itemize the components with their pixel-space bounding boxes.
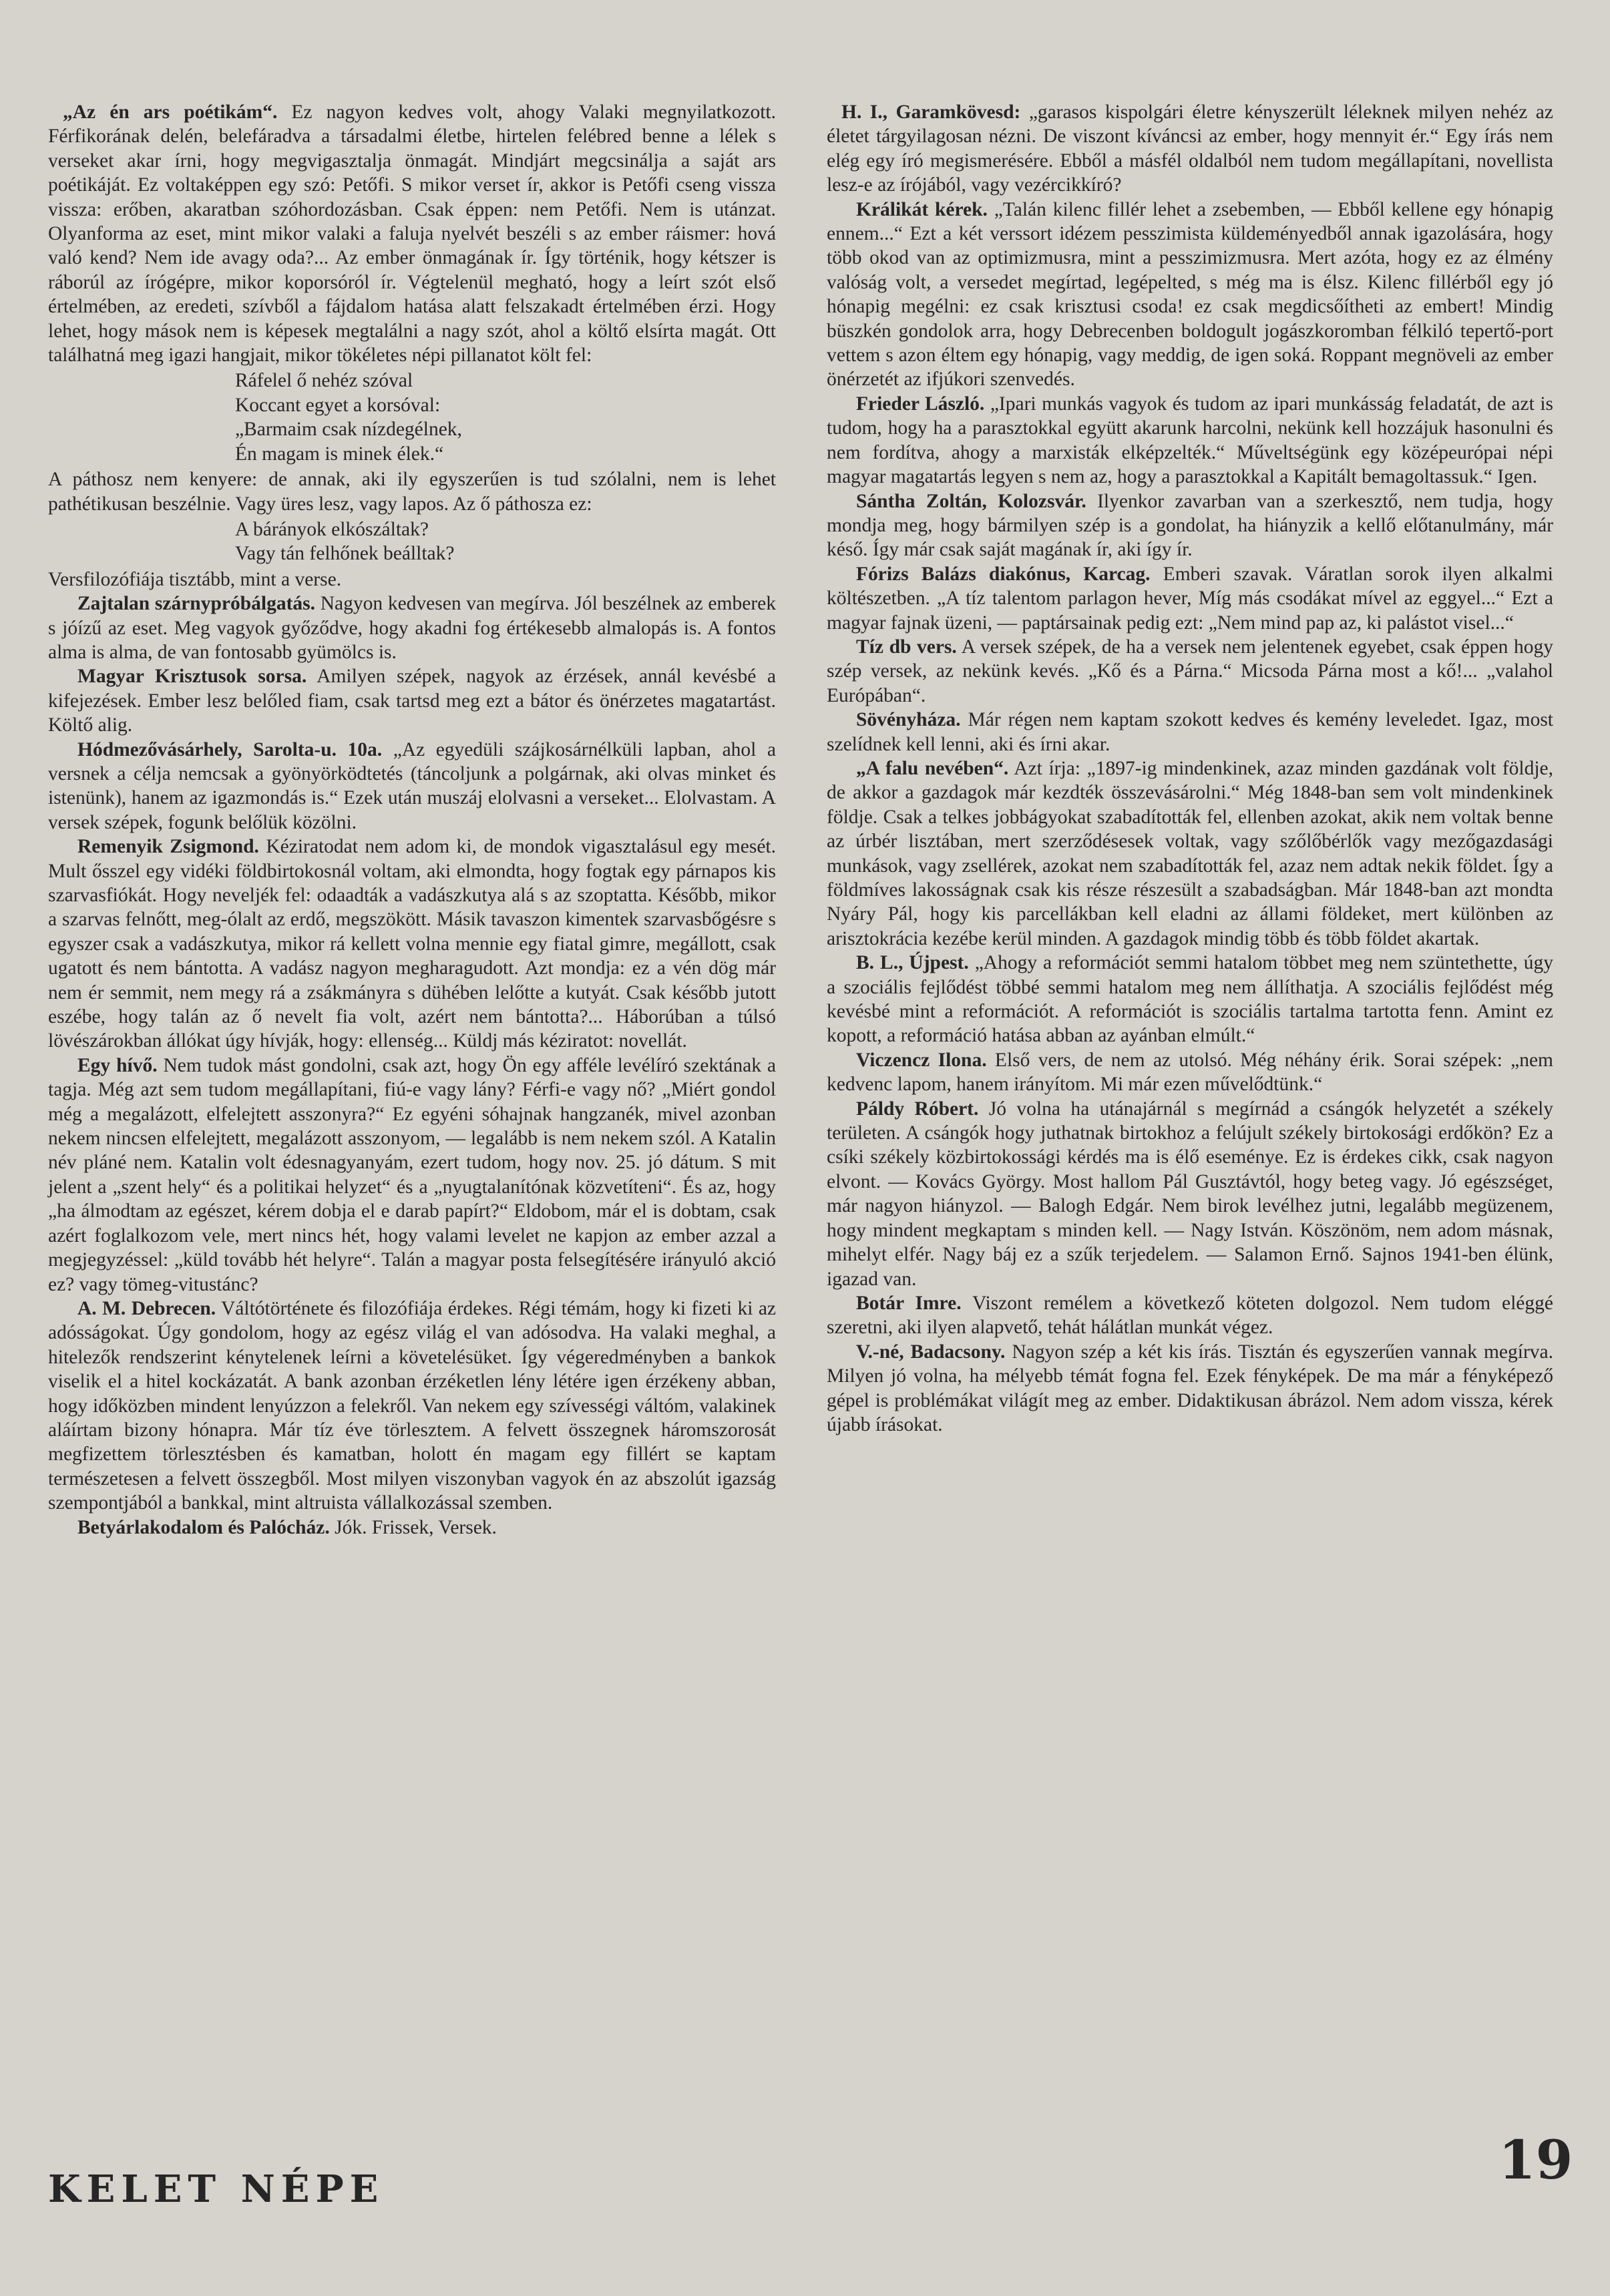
reply-paragraph bbox=[48, 1297, 776, 1516]
reply-heading: Botár Imre. bbox=[856, 1292, 962, 1314]
reply-paragraph bbox=[48, 1054, 776, 1297]
reply-heading: Sövényháza. bbox=[856, 709, 961, 731]
reply-text: „Az egyedüli szájkosárnélküli lapban, ahol a versnek a célja nemcsak a gyönyörködtetés (táncoljunk a polgárnak, aki olvas minket és istenünk), hanem az igazmondás is.“ Ezek után muszáj elolvasni a verseket... Elolvastam. A versek szépek, fogunk belőlük közölni. bbox=[48, 738, 776, 833]
reply-text: A versek szépek, de ha a versek nem jelentenek egyebet, csak éppen hogy szép versek, az nekünk kevés. „Kő és a Párna.“ Micsoda Párna most a kő!... „valahol Európában“. bbox=[827, 636, 1553, 706]
reply-paragraph bbox=[48, 738, 776, 835]
reply-paragraph bbox=[827, 392, 1553, 489]
reply-heading: Tíz db vers. bbox=[856, 636, 957, 658]
reply-heading: Páldy Róbert. bbox=[856, 1098, 979, 1120]
reply-text: Azt írja: „1897-ig mindenkinek, azaz minden gazdának volt földje, de akkor a gazdagok már kezdték összevásárolni.“ Még 1848-ban sem volt mindenkinek földje. Csak a telkes jobbágyokat szabadították fel, ellenben azokat, akik nem voltak benne az úrbér lisztában, mert szerződésesek voltak, vagy szőlőbérlők vagy mezőgazdasági munkások, vagy zsellérek, azokat nem szabadították fel, azaz nem adtak nekik földet. Így a földmíves lakosságnak csak kis része részesült a szabadságban. Már 1848-ban azt mondta Nyáry Pál, hogy kis parcellákban kell eladni az állami földeket, mert különben az arisztokrácia kezébe kerül minden. A gazdagok mindig több és több földet akartak. bbox=[827, 757, 1553, 949]
right-column bbox=[827, 100, 1553, 1437]
verse-block bbox=[235, 369, 776, 466]
reply-paragraph bbox=[827, 756, 1553, 951]
reply-paragraph bbox=[48, 1516, 776, 1540]
reply-heading: Sántha Zoltán, Kolozsvár. bbox=[856, 490, 1086, 512]
reply-heading: Magyar Krisztusok sorsa. bbox=[77, 666, 307, 688]
verse-line: „Barmaim csak nízdegélnek, bbox=[235, 419, 462, 441]
verse-line: Ráfelel ő nehéz szóval bbox=[235, 370, 413, 392]
reply-text: Amilyen szépek, nagyok az érzések, annál kevésbé a kifejezések. Ember lesz belőled fiam, csak tartsd meg ezt a bátor és önérzetes magatartást. Költő alig. bbox=[48, 666, 776, 736]
reply-heading: Betyárlakodalom és Palócház. bbox=[77, 1516, 330, 1538]
reply-paragraph bbox=[827, 100, 1553, 198]
reply-paragraph bbox=[827, 1340, 1553, 1437]
reply-paragraph bbox=[48, 592, 776, 664]
reply-text: Viszont remélem a következő köteten dolgozol. Nem tudom eléggé szeretni, aki ilyen alapvető, tehát hálátlan munkát végez. bbox=[827, 1292, 1553, 1339]
reply-paragraph bbox=[827, 198, 1553, 392]
reply-text: Kéziratodat nem adom ki, de mondok vigasztalásul egy mesét. Mult ősszel egy vidéki földbirtokosnál voltam, aki elmondta, hogy fogtak egy párnapos kis szarvasfiókát. Hogy neveljék fel: odaadták a vadászkutya alá s az szoptatta. Később, mikor a szarvas felnőtt, meg-ólalt az erdő, megszökött. Másik tavaszon kimentek szarvasbőgésre s egyszer csak a vadászkutya, mikor rá kellett volna mennie egy fiatal gimre, megállott, csak ugatott és nem bántotta. A vadász nagyon megharagudott. Azt mondja: ez a vén dög már nem ér semmit, nem megy rá a zsákmányra s dühében lelőtte a kutyát. Csak később jutott eszébe, hogy talán az ő nevelt fia volt, azért nem bántotta?... Háborúban a túlsó lövészárokban állókat úgy hívják, hogy: ellenség... Küldj más kéziratot: novellát. bbox=[48, 836, 776, 1052]
reply-text: Már régen nem kaptam szokott kedves és kemény leveledet. Igaz, most szelídnek kell lenni, aki és írni akar. bbox=[827, 709, 1554, 755]
reply-paragraph bbox=[827, 1048, 1553, 1097]
reply-paragraph bbox=[48, 664, 776, 737]
page-number: 19 bbox=[1498, 2128, 1573, 2191]
reply-text: Ez nagyon kedves volt, ahogy Valaki megnyilatkozott. Férfikorának delén, belefáradva a társadalmi életbe, hirtelen felébred benne a lélek s verseket akar írni, hogy megvigasztalja önmagát. Mindjárt megcsinálja a saját ars poétikáját. Ez voltaképpen egy szó: Petőfi. S mikor verset ír, akkor is Petőfi cseng vissza vissza: erőben, akaratban szóhordozásban. Csak éppen: nem Petőfi. Nem is utánzat. Olyanforma az eset, mint mikor valaki a faluja nyelvét beszéli s az ember ráismer: hová való kend? Nem ide avagy oda?... Az ember önmagának ír. Így történik, hogy kétszer is ráborúl az írógépre, mikor koporsóról ír. Végtelenül megható, hogy a leírt szót első értelmében, az eredeti, szívből a fájdalom hatása alatt felszakadt értelmében érzi. Hogy lehet, hogy mások nem is képesek megtalálni a nagy szót, ahol a költő elsírta magát. Ott találhatná meg igazi hangjait, mikor tökéletes népi pillanatot költ fel: bbox=[48, 101, 776, 367]
reply-heading: Egy hívő. bbox=[77, 1054, 158, 1076]
reply-heading: Králikát kérek. bbox=[856, 198, 988, 220]
reply-paragraph bbox=[827, 1291, 1553, 1340]
reply-heading: Fórizs Balázs diakónus, Karcag. bbox=[856, 563, 1151, 585]
reply-heading: Zajtalan szárnypróbálgatás. bbox=[77, 593, 315, 615]
reply-text: „garasos kispolgári életre kényszerült léleknek milyen nehéz az életet tárgyilagosan nézni. De viszont kíváncsi az ember, hogy mennyit ér.“ Egy írás nem elég egy író megismerésére. Ebből a másfél oldalból nem tudom megállapítani, novellista lesz-e az írójából, vagy vezércikkíró? bbox=[827, 101, 1553, 196]
reply-text: Nagyon kedvesen van megírva. Jól beszélnek az emberek s jóízű az eset. Meg vagyok győződve, hogy akadni fog értékesebb almalopás is. A fontos alma is alma, de van fontosabb gyümölcs is. bbox=[48, 593, 776, 663]
reply-heading: Frieder László. bbox=[856, 393, 985, 415]
reply-text: Váltótörténete és filozófiája érdekes. Régi témám, hogy ki fizeti ki az adósságokat. Úgy gondolom, hogy az egész világ el van adósodva. Ha valaki meghal, a hitelezők rendszerint kénytelenek leírni a követelésüket. Így végeredményben a bankok viselik el a hitel kockázatát. A bank azonban érzéketlen lény létére igen érzékeny abban, hogy időközben mindent lenyúzzon a felekről. Van nekem egy szívességi váltóm, valakinek aláírtam bizony hónapra. Már tíz éve törlesztem. A felvett összegnek háromszorosát megfizettem törlesztésben és kamatban, holott én magam egy fillért se kaptam természetesen a felvett összegből. Most milyen viszonyban vagyok én az abszolút igazság szempontjából a bankkal, mint altruista vállalkozással szemben. bbox=[48, 1297, 776, 1514]
reply-text: „Ahogy a reformációt semmi hatalom többet meg nem szüntethette, úgy a szociális fejlődést többé semmi hatalom meg nem állíthatja. A szociális fejlődést még kevésbé mint a reformációt. A reformációt is szociális tartalma tartotta fenn. Amint ez kopott, a reformáció hatása abban az ayánban elmúlt.“ bbox=[827, 952, 1553, 1047]
reply-heading: H. I., Garamkövesd: bbox=[841, 101, 1021, 123]
reply-paragraph bbox=[827, 562, 1553, 635]
reply-text: Nagyon szép a két kis írás. Tisztán és egyszerűen vannak megírva. Milyen jó volna, ha mélyebb témát fogna fel. Ezek fényképek. De ma már a fényképező gépel is problémákat világít meg az ember. Didaktikusan ábrázol. Nem adom vissza, kérek újabb írásokat. bbox=[827, 1341, 1554, 1435]
reply-heading: „Az én ars poétikám“. bbox=[63, 101, 278, 123]
reply-text: Első vers, de nem az utolsó. Még néhány érik. Sorai szépek: „nem kedvenc lapom, hanem irányítom. Mi már ezen művelődtünk.“ bbox=[827, 1049, 1553, 1096]
reply-paragraph bbox=[827, 708, 1553, 756]
verse-line: Vagy tán felhőnek beálltak? bbox=[235, 543, 455, 565]
reply-paragraph bbox=[827, 635, 1553, 708]
reply-text: Jó volna ha utánajárnál s megírnád a csángók helyzetét a székely területen. A csángók hogy juthatnak birtokhoz a felújult székely birtokosági erdőkön? Ez a csíki székely közbirtokossági kérdés ma is élő eseménye. Ez is érdekes cikk, csak nagyon elvont. — Kovács György. Most hallom Pál Gusztávtól, hogy beteg vagy. Jó egészséget, már nagyon hiányzol. — Balogh Edgár. Nem birok levélhez jutni, legalább megüzenem, hogy mindent megkaptam s minden kell. — Nagy István. Köszönöm, nem adom másnak, mihelyt elfér. Nagy báj ez a szűk terjedelem. — Salamon Ernő. Sajnos 1941-ben élünk, igazad van. bbox=[827, 1098, 1554, 1290]
reply-heading: B. L., Újpest. bbox=[856, 952, 969, 974]
reply-paragraph bbox=[827, 1097, 1553, 1291]
reply-text: A páthosz nem kenyere: de annak, aki ily egyszerűen is tud szólalni, nem is lehet pathétikusan beszélnie. Vagy üres lesz, vagy lapos. Az ő páthosza ez: bbox=[48, 469, 776, 515]
verse-line: Koccant egyet a korsóval: bbox=[235, 394, 441, 416]
reply-paragraph bbox=[827, 489, 1553, 562]
reply-heading: V.-né, Badacsony. bbox=[856, 1341, 1006, 1363]
reply-paragraph bbox=[48, 467, 776, 516]
reply-text: „Talán kilenc fillér lehet a zsebemben, — Ebből kellene egy hónapig ennem...“ Ezt a két verssort idézem pesszimista küldeményedből annak igazolására, hogy több okod van az optimizmusra, mint a pesszimizmusra. Mert azóta, hogy ez az élmény valóság volt, a versedet megírtad, legépelted, s még ma is élsz. Kilenc fillérből egy jó hónapig megélni: ez csak krisztusi csoda! ez csak megdicsőítheti az embert! Mindig büszkén gondolok arra, hogy Debrecenben boldogult jogászkoromban félkiló tepertő-port vettem s azon éltem egy hónapig, vagy meddig, de igen soká. Roppant megnöveli az ember önérzetét az ifjúkori szenvedés. bbox=[827, 198, 1553, 391]
reply-paragraph bbox=[48, 567, 776, 592]
reply-paragraph bbox=[48, 100, 776, 367]
verse-line: A bárányok elkószáltak? bbox=[235, 518, 429, 540]
reply-heading: A. M. Debrecen. bbox=[77, 1297, 216, 1319]
reply-text: Emberi szavak. Váratlan sorok ilyen alkalmi költészetben. „A tíz talentom parlagon hever, Míg más csodákat mível az eggyel...“ Ezt a magyar fajnak üzeni, — paptársainak pedig ezt: „Nem mind pap az, ki palástot visel...“ bbox=[827, 563, 1554, 634]
magazine-logo: KELET NÉPE bbox=[48, 2167, 385, 2211]
reply-paragraph bbox=[827, 951, 1553, 1048]
reply-text: „Ipari munkás vagyok és tudom az ipari munkásság feladatát, de azt is tudom, hogy ha a parasztokkal együtt akarunk harcolni, nekünk kell hozzájuk hasonulni és nem fordítva, ahogy a marxisták elképzelték.“ Műveltségünk egy középeurópai népi magyar magatartás legyen s nem az, hogy a parasztokkal a Kapitált bemagoltassuk.“ Igen. bbox=[827, 393, 1553, 488]
reply-heading: Hódmezővásárhely, Sarolta-u. 10a. bbox=[77, 738, 383, 760]
verse-block bbox=[235, 517, 776, 566]
reply-text: Versfilozófiája tisztább, mint a verse. bbox=[48, 568, 342, 590]
left-column bbox=[48, 100, 776, 1540]
reply-text: Jók. Frissek, Versek. bbox=[335, 1516, 497, 1538]
verse-line: Én magam is minek élek.“ bbox=[235, 443, 444, 465]
reply-heading: Viczencz Ilona. bbox=[856, 1049, 987, 1071]
reply-heading: „A falu nevében“. bbox=[856, 757, 1009, 779]
reply-text: Ilyenkor zavarban van a szerkesztő, nem tudja, hogy mondja meg, hogy bármilyen szép is a gondolat, ha hiányzik a kellő előtanulmány, már késő. Így már csak saját magának ír, aki így ír. bbox=[827, 490, 1554, 561]
reply-text: Nem tudok mást gondolni, csak azt, hogy Ön egy afféle levélíró szektának a tagja. Még azt sem tudom megállapítani, fiú-e vagy lány? Férfi-e vagy nő? „Miért gondol még a megalázott, elfelejtett asszonyra?“ Ez egyéni sóhajnak hangzanék, mivel azonban nekem nincsen elfelejtett, megalázott asszonyom, — legalább is nem nekem szól. A Katalin név pláné nem. Katalin volt édesnagyanyám, ezert tudom, hogy nov. 25. jó dátum. S mit jelent a „szent hely“ és a politikai helyzet“ és a „nyugtalanítónak közvetíteni“. És az, hogy „ha álmodtam az egészet, kérem dobja el e darab papírt?“ Eldobom, már el is dobtam, csak azért foglalkozom vele, mert nincs hét, hogy valami levelet ne kapjon az ember azzal a megjegyzéssel: „küld tovább hét helyre“. Talán a magyar posta felsegítésére irányuló akció ez? vagy tömeg-vitustánc? bbox=[48, 1054, 776, 1295]
reply-paragraph bbox=[48, 835, 776, 1054]
reply-heading: Remenyik Zsigmond. bbox=[77, 836, 259, 858]
